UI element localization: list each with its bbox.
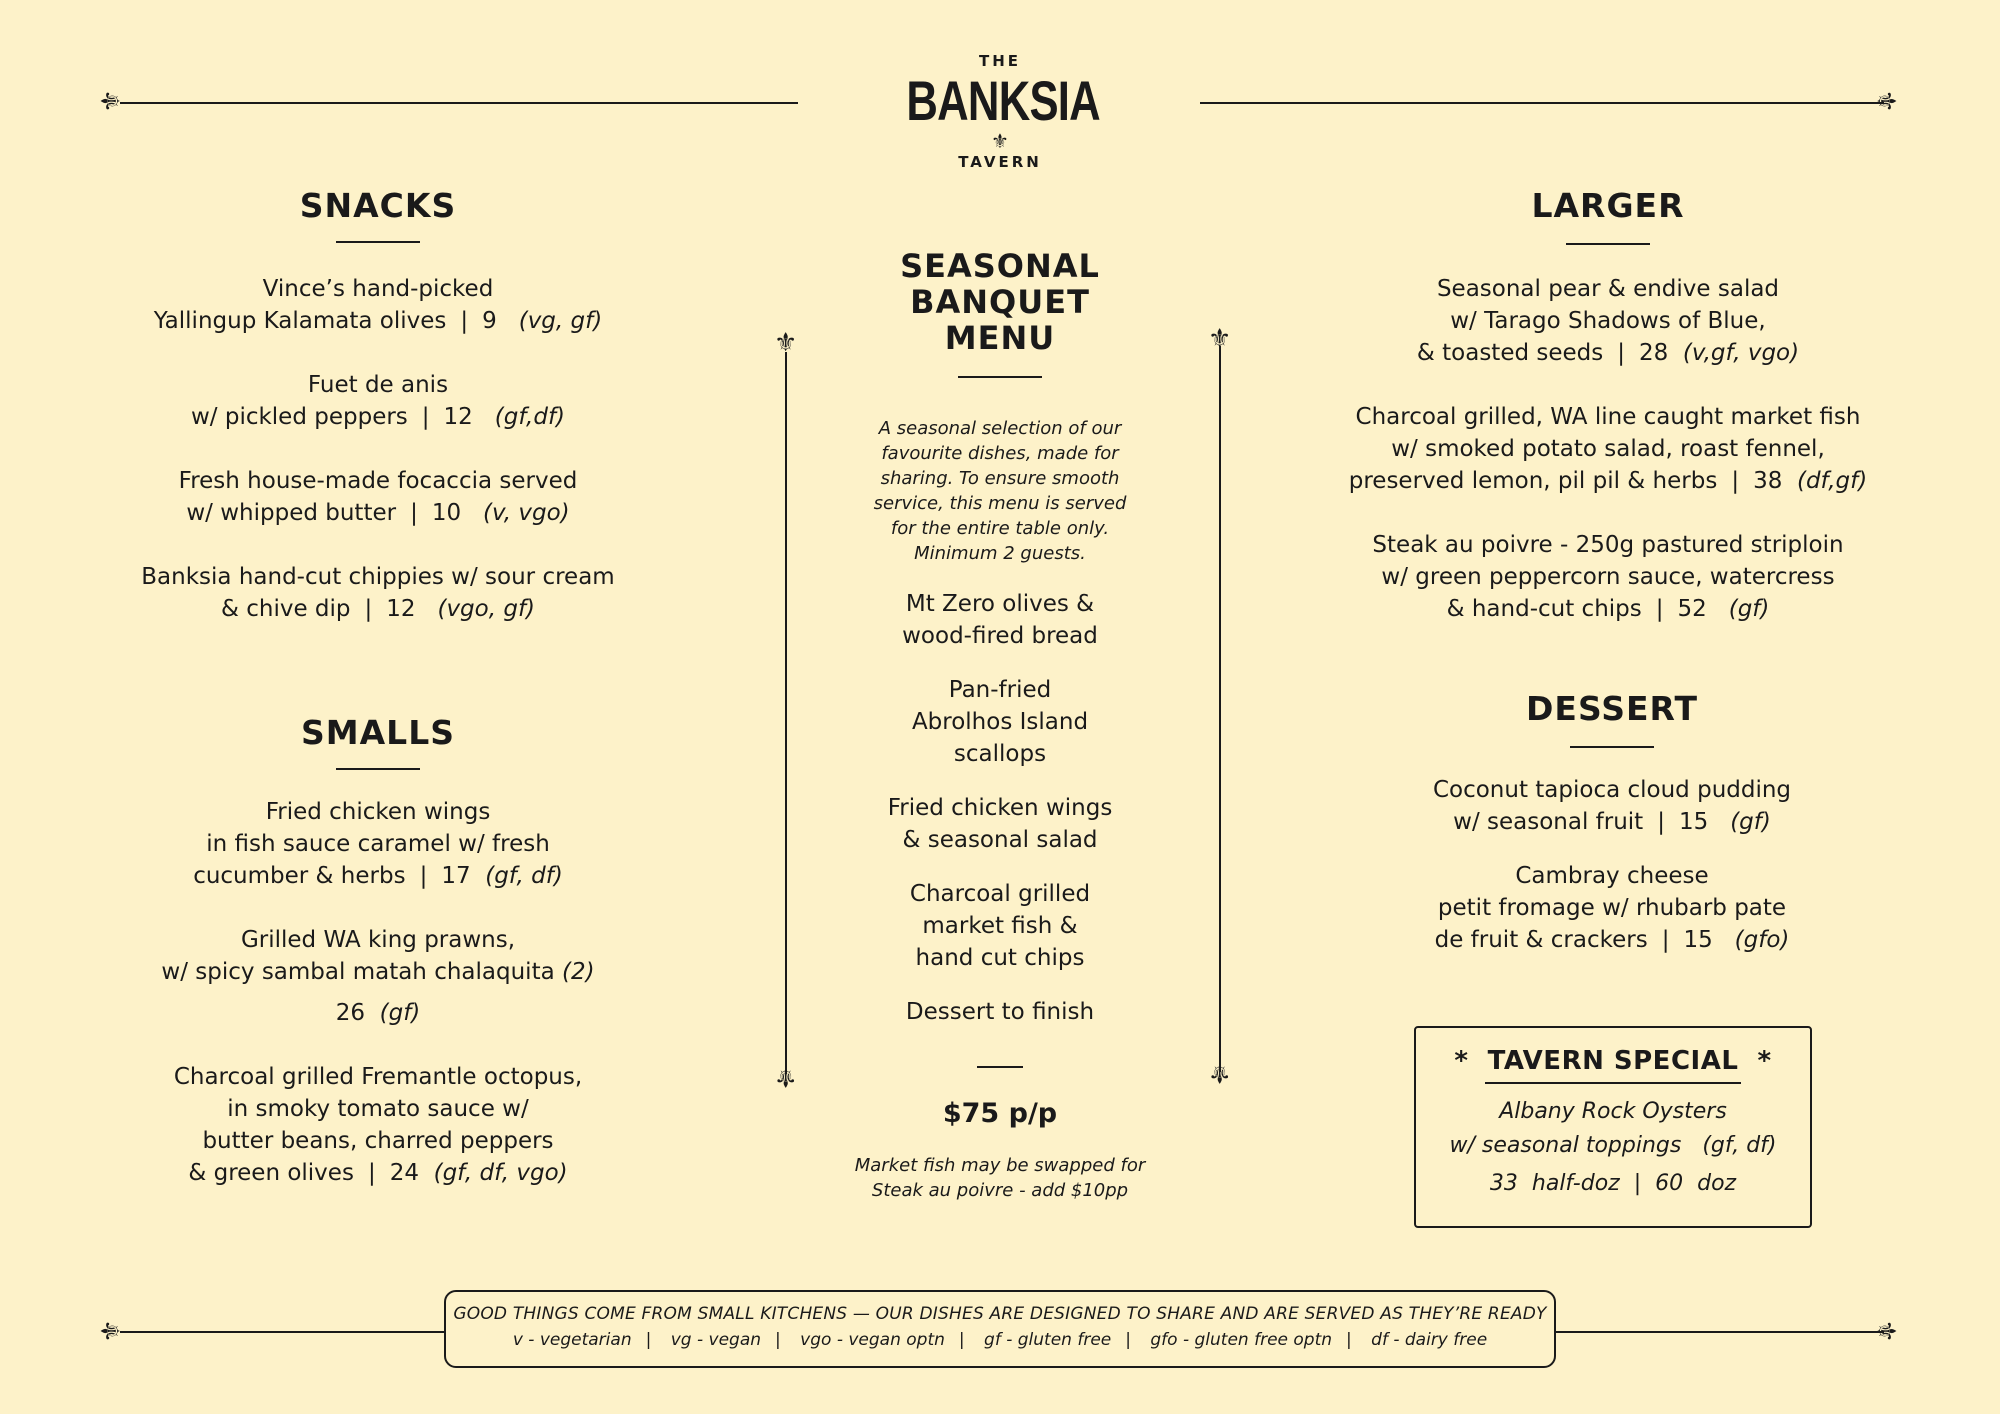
- menu-item: Banksia hand-cut chippies w/ sour cream & chive dip | 12 (vgo, gf): [141, 564, 615, 622]
- menu-item: Steak au poivre - 250g pastured striploin w/ green peppercorn sauce, watercress & hand-cut chips | 52 (gf): [1372, 532, 1844, 622]
- finial-icon: ⚜: [1208, 324, 1232, 354]
- logo-the: THE: [978, 52, 1022, 70]
- banquet-course: Charcoal grilled market fish & hand cut chips: [909, 881, 1091, 971]
- menu-item: Fuet de anis w/ pickled peppers | 12 (gf,df): [190, 372, 566, 430]
- banquet-course: Pan-fried Abrolhos Island scallops: [911, 677, 1089, 767]
- star-icon: *: [1757, 1046, 1772, 1076]
- footer-tagline: GOOD THINGS COME FROM SMALL KITCHENS — OUR DISHES ARE DESIGNED TO SHARE AND ARE SERVED AS THEY’RE READY: [453, 1304, 1547, 1324]
- title-rule: [958, 376, 1042, 378]
- finial-icon: ⚜: [1870, 1319, 1901, 1343]
- footer-box: [444, 1290, 1556, 1368]
- menu-item: Coconut tapioca cloud pudding w/ seasonal fruit | 15 (gf): [1432, 777, 1792, 835]
- title-rule: [336, 241, 420, 243]
- top-right-rule: [1200, 102, 1884, 104]
- banquet-note: Market fish may be swapped for Steak au poivre - add $10pp: [854, 1155, 1146, 1201]
- banquet-price: $75 p/p: [942, 1098, 1058, 1129]
- section-title: SNACKS: [299, 186, 457, 225]
- star-icon: *: [1454, 1046, 1469, 1076]
- bottom-left-rule: [120, 1331, 446, 1333]
- section-title: LARGER: [1531, 186, 1685, 225]
- dessert-section: [1340, 689, 1884, 956]
- finial-icon: ⚜: [96, 89, 127, 113]
- menu-item: Vince’s hand-picked Yallingup Kalamata olives | 9 (vg, gf): [153, 276, 603, 334]
- logo-tavern: TAVERN: [958, 152, 1042, 171]
- banquet-course: Dessert to finish: [905, 999, 1095, 1025]
- banquet-title: SEASONAL BANQUET MENU: [900, 247, 1100, 357]
- banquet-intro: A seasonal selection of our favourite dishes, made for sharing. To ensure smooth service, this menu is served for the entire table only. Minimum 2 guests.: [873, 418, 1127, 564]
- menu-item: Fried chicken wings in fish sauce caramel w/ fresh cucumber & herbs | 17 (gf, df): [193, 799, 563, 889]
- banksia-emblem-icon: ⚜: [991, 128, 1009, 153]
- menu-item: Charcoal grilled Fremantle octopus, in smoky tomato sauce w/ butter beans, charred peppers & green olives | 24 (gf, df, vgo): [173, 1064, 583, 1186]
- left-divider: [785, 352, 787, 1074]
- banquet-course: Mt Zero olives & wood-fired bread: [902, 591, 1098, 649]
- banquet-course: Fried chicken wings & seasonal salad: [887, 795, 1113, 853]
- top-left-rule: [120, 102, 798, 104]
- finial-icon: ⚜: [1208, 1058, 1232, 1088]
- menu-item: Fresh house-made focaccia served w/ whipped butter | 10 (v, vgo): [178, 468, 578, 526]
- special-title: * TAVERN SPECIAL *: [1454, 1046, 1772, 1076]
- finial-icon: ⚜: [96, 1319, 127, 1343]
- dietary-legend: v - vegetarian | vg - vegan | vgo - vegan optn | gf - gluten free | gfo - gluten free optn | df - dairy free: [512, 1330, 1488, 1350]
- price-rule: [977, 1066, 1023, 1068]
- menu-item: Grilled WA king prawns, w/ spicy sambal matah chalaquita (2) 26 (gf): [161, 927, 595, 1026]
- logo-name: BANKSIA: [906, 69, 1100, 132]
- right-divider: [1219, 346, 1221, 1072]
- special-item: Albany Rock Oysters w/ seasonal toppings (gf, df) 33 half-doz | 60 doz: [1449, 1099, 1777, 1196]
- bottom-right-rule: [1554, 1331, 1884, 1333]
- menu-item: Charcoal grilled, WA line caught market fish w/ smoked potato salad, roast fennel, preserved lemon, pil pil & herbs | 38 (df,gf): [1348, 404, 1868, 494]
- section-title: DESSERT: [1526, 689, 1698, 728]
- section-title: SMALLS: [301, 713, 455, 752]
- finial-icon: ⚜: [774, 328, 798, 358]
- menu-item: Seasonal pear & endive salad w/ Tarago Shadows of Blue, & toasted seeds | 28 (v,gf, vgo): [1416, 276, 1800, 366]
- menu-item: Cambray cheese petit fromage w/ rhubarb pate de fruit & crackers | 15 (gfo): [1434, 863, 1790, 953]
- finial-icon: ⚜: [1870, 89, 1901, 113]
- smalls-section: [120, 713, 636, 1189]
- title-rule: [1570, 746, 1654, 748]
- banquet-section: [830, 248, 1170, 1203]
- special-rule: [1485, 1082, 1741, 1084]
- banksia-logo: [880, 52, 1120, 171]
- title-rule: [1566, 243, 1650, 245]
- finial-icon: ⚜: [774, 1062, 798, 1092]
- tavern-special-box: [1414, 1026, 1812, 1228]
- larger-section: [1340, 186, 1876, 625]
- snacks-section: [120, 186, 636, 625]
- title-rule: [336, 768, 420, 770]
